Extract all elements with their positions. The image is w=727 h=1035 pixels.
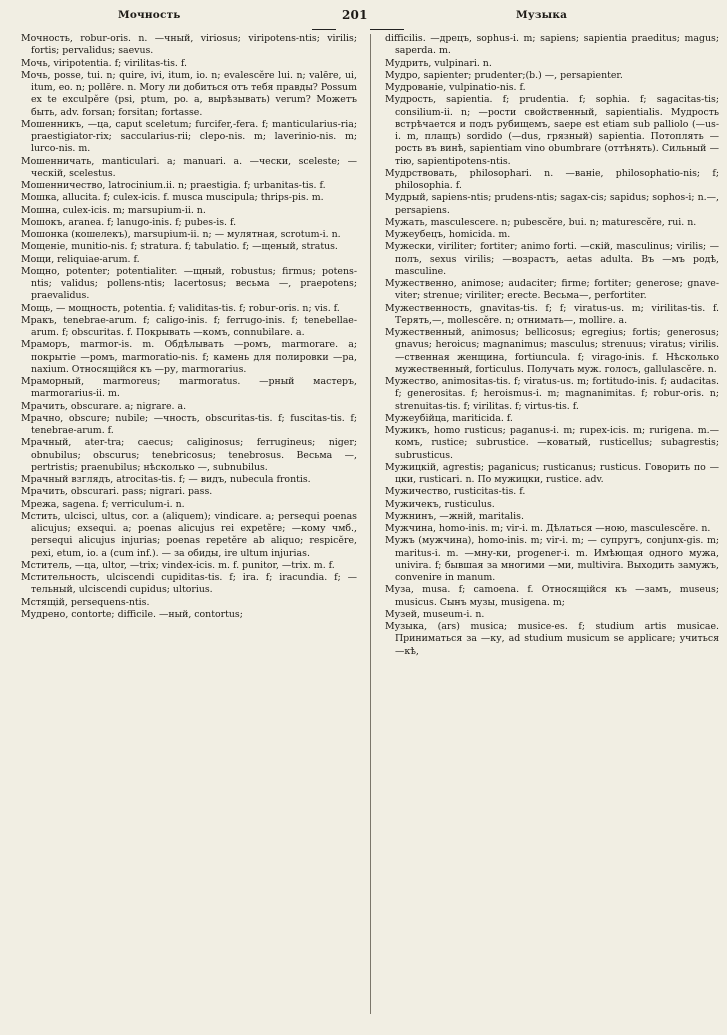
dictionary-entry: Мрачный, ater-tra; caecus; caliginosus; ferrugineus; niger; obnubilus; obscurus; tenebricosus; tenebrosus. Весьма —, pertristis; praenubilus; нѣсколько —, subnubilus.: [21, 437, 357, 473]
header-rule-left: [312, 29, 336, 30]
dictionary-entry: Мрачить, obscurare. a; nigrare. a.: [21, 400, 187, 412]
dictionary-entry: Мошокъ, aranea. f; lanugo-inis. f; pubes-is. f.: [21, 216, 237, 228]
dictionary-entry: Мужеубійца, mariticida. f.: [385, 412, 513, 424]
dictionary-entry: Мошка, allucita. f; culex-icis. f. musca muscipula; thrips-pis. m.: [21, 192, 324, 204]
dictionary-entry: Мужицкій, agrestis; paganicus; rusticanus; rusticus. Говорить по —цки, rusticari. n. По мужицки, rustice. adv.: [385, 461, 719, 485]
dictionary-entry: Мраморъ, marmor-is. m. Обдѣлывать —ромъ, marmorare. a; покрытіе —ромъ, marmoratio-nis. f; камень для полировки —ра, naxium. Относящійся къ —ру, marmorarius.: [21, 339, 357, 375]
dictionary-entry: Мужикъ, homo rusticus; paganus-i. m; rupex-icis. m; rurigena. m.—комъ, rustice; subrustice. —коватый, rusticellus; subagrestis; subrusticus.: [385, 425, 719, 461]
dictionary-entry: Мужественный, animosus; bellicosus; egregius; fortis; generosus; gnavus; heroicus; magnanimus; masculus; strenuus; viratus; virilis. —ственная женщина, fortiuncula. f; virago-inis. f. Нѣсколько мужественный, forticulus. Получать муж. голосъ, gallulascĕre. n.: [385, 327, 719, 375]
dictionary-entry: Мрачить, obscurari. pass; nigrari. pass.: [21, 486, 213, 498]
dictionary-entry: Муза, musa. f; camoena. f. Относящійся къ —замъ, museus; musicus. Сынъ музы, musigena. m;: [385, 584, 719, 608]
dictionary-entry: Мошенникъ, —ца, caput sceletum; furcifer,-fera. f; manticularius-ria; praestigiator-rix; saccularius-rii; clepo-nis. m; laverinio-nis. m; lurco-nis. m.: [21, 118, 357, 155]
dictionary-entry: Мужичество, rusticitas-tis. f.: [385, 486, 526, 498]
left-column: [21, 33, 357, 1027]
dictionary-entry: Мудрствовать, philosophari. n. —ваніе, philosophatio-nis; f; philosophia. f.: [385, 167, 719, 191]
dictionary-entry: Мужественность, gnavitas-tis. f; f; viratus-us. m; virilitas-tis. f. Терять,—, mollescĕre. n; отнимать—, mollire. a.: [385, 302, 719, 326]
dictionary-entry: Мощно, potenter; potentialiter. —щный, robustus; firmus; potens-ntis; validus; pollens-ntis; lacertosus; весьма —, praepotens; praevalidus.: [21, 265, 357, 302]
dictionary-entry: Мстительность, ulciscendi cupiditas-tis. f; ira. f; iracundia. f; —тельный, ulciscendi cupidus; ultorius.: [21, 572, 357, 596]
dictionary-entry: Мошонка (кошелекъ), marsupium-ii. n; — мулятная, scrotum-i. n.: [21, 229, 341, 240]
dictionary-entry: Мочность, robur-oris. n. —чный, viriosus; viripotens-ntis; virilis; fortis; pervalidus; saevus.: [21, 33, 357, 57]
dictionary-entry: Мстящій, persequens-ntis.: [21, 596, 150, 608]
dictionary-entry: Мужески, viriliter; fortiter; animo forti. —скій, masculinus; virilis; —полъ, sexus virilis; —возрастъ, aetas adulta. Въ —мъ родѣ, masculine.: [385, 241, 719, 277]
page-number: 201: [342, 8, 368, 22]
dictionary-entry: Мочь, posse, tui. n; quire, ivi, itum, io. n; evalescĕre lui. n; valēre, ui, itum, eo. n; pollēre. n. Могу ли добиться отъ тебя правды? Possum ex te exculpĕre (psi, ptum, po. a, вырѣзывать) verum? Можетъ быть, adv. forsan; forsitan; fortasse.: [21, 69, 357, 118]
dictionary-entry: Музыка, (ars) musica; musice-es. f; studium artis musicae. Приниматься за —ку, ad studium musicum se applicare; учиться —кѣ,: [385, 621, 719, 657]
dictionary-entry: Мудрость, sapientia. f; prudentia. f; sophia. f; sagacitas-tis; consilium-ii. n; —рости свойственный, sapientialis. Мудрость встрѣчается и подъ рубищемъ, saepe est etiam sub palliolo (—us-i. m, плащъ) sordido (—dus, грязный) sapientia. Потоплять —рость въ винѣ, sapientiam vino obumbrare (оттѣнять). Сильный —тію, sapientipotens-ntis.: [385, 94, 719, 167]
dictionary-entry: Мракъ, tenebrae-arum. f; caligo-inis. f; ferrugo-inis. f; tenebellae-arum. f; obscuritas. f. Покрывать —комъ, connubilare. a.: [21, 314, 357, 338]
dictionary-entry: Мудрый, sapiens-ntis; prudens-ntis; sagax-cis; sapidus; sophos-i; n.—, persapiens.: [385, 192, 719, 216]
header-rule-right: [370, 29, 404, 30]
page-header: [0, 9, 727, 29]
dictionary-entry: Мужество, animositas-tis. f; viratus-us. m; fortitudo-inis. f; audacitas. f; generositas. f; heroismus-i. m; magnanimitas. f; robur-oris. n; strenuitas-tis. f; virilitas. f; virtus-tis. f.: [385, 376, 719, 412]
dictionary-entry: Мощи, reliquiae-arum. f.: [21, 253, 140, 265]
dictionary-entry: Мраморный, marmoreus; marmoratus. —рный мастеръ, marmorarius-ii. m.: [21, 376, 357, 400]
dictionary-entry: Мужать, masculescere. n; pubescĕre, bui. n; maturescĕre, rui. n.: [385, 216, 697, 228]
dictionary-entry: Мощеніе, munitio-nis. f; stratura. f; tabulatio. f; —щеный, stratus.: [21, 241, 338, 253]
dictionary-entry: Мудро, sapienter; prudenter;(b.) —, persapienter.: [385, 69, 623, 81]
dictionary-entry: Мужеубецъ, homicida. m.: [385, 229, 511, 240]
dictionary-entry: Мрачный взглядъ, atrocitas-tis. f; — видъ, nubecula frontis.: [21, 474, 311, 485]
dictionary-entry: Мудрованіе, vulpinatio-nis. f.: [385, 82, 526, 93]
right-column: [385, 33, 719, 1027]
dictionary-entry: Мужичекъ, rusticulus.: [385, 498, 495, 510]
left-running-head: Мочность: [118, 9, 181, 21]
dictionary-entry: Мужъ (мужчина), homo-inis. m; vir-i. m; — супругъ, conjunx-gis. m; maritus-i. m. —мну-ки, progener-i. m. Имѣющая одного мужа, univira. f; бывшая за многими —ми, multivira. Выходить замужъ, convenire in manum.: [385, 535, 719, 583]
dictionary-entry: Мрачно, obscure; nubile; —чность, obscuritas-tis. f; fuscitas-tis. f; tenebrae-arum. f.: [21, 412, 357, 436]
dictionary-entry: Мрежа, sagena. f; verriculum-i. n.: [21, 498, 185, 510]
dictionary-entry: Музей, museum-i. n.: [385, 608, 485, 620]
dictionary-entry: Мужчина, homo-inis. m; vir-i. m. Дѣлаться —ною, masculescĕre. n.: [385, 523, 711, 534]
dictionary-entry: Мошенничать, manticulari. a; manuari. a. —чески, sceleste; —ческій, scelestus.: [21, 155, 357, 179]
dictionary-entry: Мудрить, vulpinari. n.: [385, 57, 492, 69]
dictionary-entry: Мужественно, animose; audaciter; firme; fortiter; generose; gnave-viter; strenue; viriliter; erecte. Весьма—, perfortiter.: [385, 278, 719, 302]
dictionary-entry: Мудрено, contorte; difficile. —ный, contortus;: [21, 608, 243, 620]
dictionary-entry: Мужнинъ, —жній, maritalis.: [385, 510, 524, 522]
dictionary-entry: Мошенничество, latrocinium.ii. n; praestigia. f; urbanitas-tis. f.: [21, 180, 326, 191]
column-divider: [370, 34, 371, 1014]
dictionary-entry: Мочь, viripotentia. f; virilitas-tis. f.: [21, 57, 187, 69]
dictionary-entry: difficilis. —дрецъ, sophus-i. m; sapiens; sapientia praeditus; magus; saperda. m.: [385, 33, 719, 57]
right-running-head: Музыка: [516, 9, 568, 21]
dictionary-entry: Мститель, —ца, ultor, —trix; vindex-icis. m. f. punitor, —trix. m. f.: [21, 559, 335, 571]
dictionary-entry: Мстить, ulcisci, ultus, cor. a (aliquem); vindicare. a; persequi poenas alicujus; exsequi. a; poenas alicujus rei expetĕre; —кому чмб., persequi alicujus injurias; poenas repetĕre ab aliquo; respicĕre, pexi, etum, io. a (cum inf.). — за обиды, ire ultum injurias.: [21, 510, 357, 559]
dictionary-entry: Мошна, culex-icis. m; marsupium-ii. n.: [21, 204, 206, 216]
dictionary-entry: Мощь, — мощность, potentia. f; validitas-tis. f; robur-oris. n; vis. f.: [21, 302, 340, 314]
